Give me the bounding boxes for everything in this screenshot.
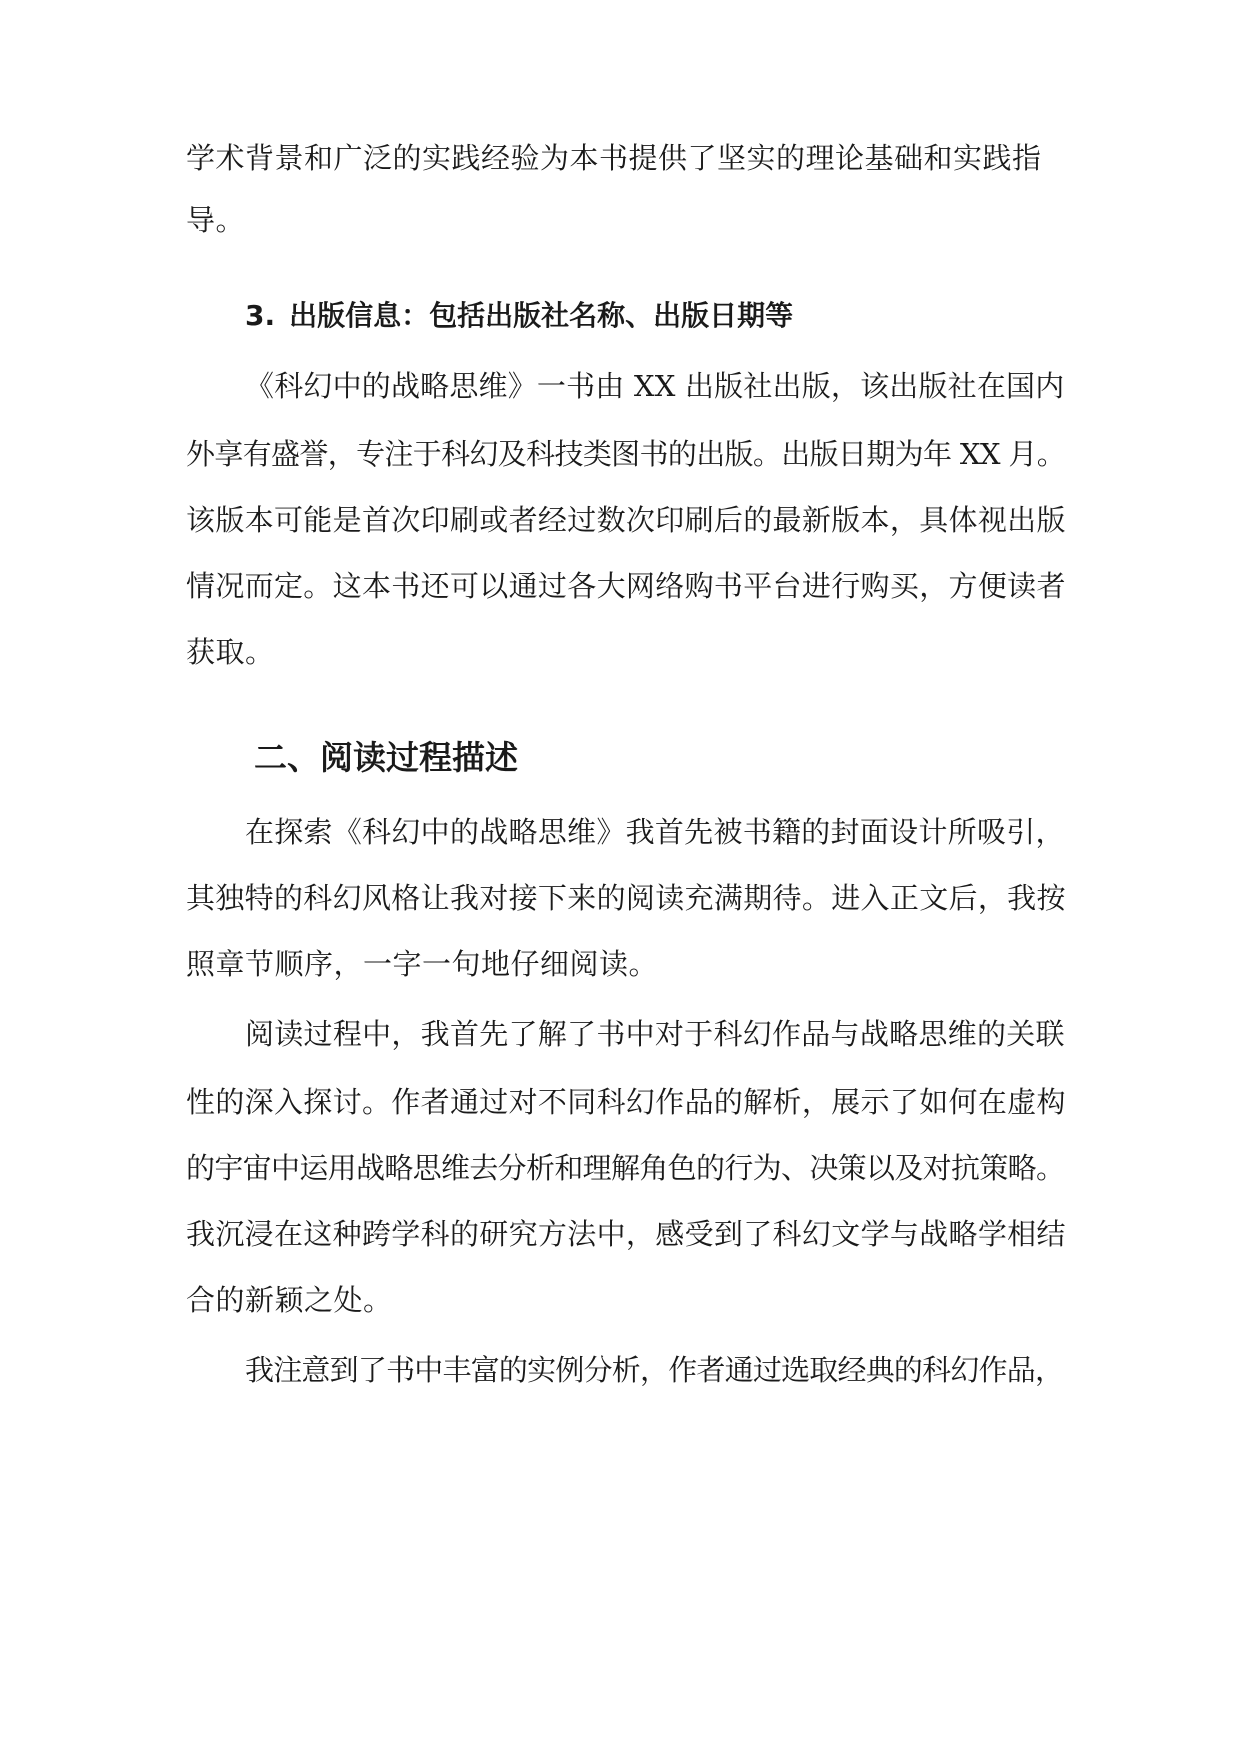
para2-line-3: 的宇宙中运用战略思维去分析和理解角色的行为、决策以及对抗策略。 <box>186 1151 1065 1185</box>
publish-info-number: 3. <box>245 299 276 332</box>
para2-line-2: 性的深入探讨。作者通过对不同科幻作品的解析，展示了如何在虚构 <box>186 1085 1066 1119</box>
publish-info-line-2: 外享有盛誉，专注于科幻及科技类图书的出版。出版日期为年 XX 月。 <box>186 437 1066 471</box>
publish-info-heading <box>245 296 793 336</box>
para1-line-2: 其独特的科幻风格让我对接下来的阅读充满期待。进入正文后，我按 <box>186 881 1066 915</box>
section-title: 二、阅读过程描述 <box>254 738 518 777</box>
para3-line-1: 我注意到了书中丰富的实例分析，作者通过选取经典的科幻作品， <box>245 1353 1064 1387</box>
publish-info-line-3: 该版本可能是首次印刷或者经过数次印刷后的最新版本，具体视出版 <box>186 503 1066 537</box>
para2-line-4: 我沉浸在这种跨学科的研究方法中，感受到了科幻文学与战略学相结 <box>186 1217 1066 1251</box>
publish-info-line-5: 获取。 <box>186 635 275 669</box>
continuation-line-2: 导。 <box>186 203 246 237</box>
para2-line-1: 阅读过程中，我首先了解了书中对于科幻作品与战略思维的关联 <box>245 1017 1065 1051</box>
para1-line-3: 照章节顺序，一字一句地仔细阅读。 <box>186 947 659 981</box>
continuation-line-1: 学术背景和广泛的实践经验为本书提供了坚实的理论基础和实践指 <box>186 141 1042 175</box>
publish-info-heading-text: 出版信息：包括出版社名称、出版日期等 <box>289 299 794 332</box>
publish-info-line-1: 《科幻中的战略思维》一书由 XX 出版社出版，该出版社在国内 <box>245 369 1065 403</box>
publish-info-line-4: 情况而定。这本书还可以通过各大网络购书平台进行购买，方便读者 <box>186 569 1066 603</box>
para1-line-1: 在探索《科幻中的战略思维》我首先被书籍的封面设计所吸引， <box>245 815 1065 849</box>
para2-line-5: 合的新颖之处。 <box>186 1283 393 1317</box>
